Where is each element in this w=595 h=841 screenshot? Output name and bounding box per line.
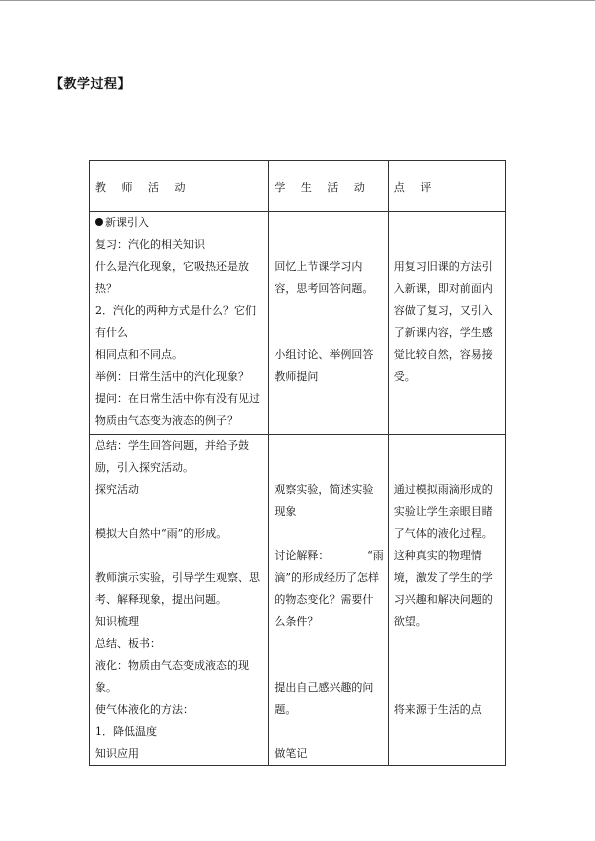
student-line: 滴”的形成经历了怎样的物态变化？需要什么条件？ xyxy=(274,571,380,628)
teacher-line: 探究活动 xyxy=(95,483,139,496)
student-line: 提出自己感兴趣的问题。 xyxy=(274,681,374,716)
comment-cell-explore xyxy=(388,435,505,766)
comment-cell-intro xyxy=(388,212,505,435)
table-row xyxy=(90,435,506,766)
teacher-cell-intro xyxy=(90,212,269,435)
student-cell-explore xyxy=(269,435,388,766)
student-line: 做笔记 xyxy=(274,747,308,760)
header-comment: 点 评 xyxy=(388,161,505,212)
teacher-cell-explore xyxy=(90,435,269,766)
student-cell-intro xyxy=(269,212,388,435)
teacher-line: 知识应用 xyxy=(95,747,139,760)
student-discuss-first-line: 讨论解释： “雨 xyxy=(274,549,384,562)
new-lesson-heading: 新课引入 xyxy=(95,212,264,234)
header-teacher-activity: 教 师 活 动 xyxy=(90,161,269,212)
teacher-line: 液化：物质由气态变成液态的现象。 xyxy=(95,659,249,694)
teacher-line: 相同点和不同点。 xyxy=(95,348,183,361)
teacher-line: 举例：日常生活中的汽化现象？ xyxy=(95,370,249,383)
comment-text: 将来源于生活的点 xyxy=(393,703,482,716)
lesson-process-table xyxy=(89,160,506,766)
student-line: 小组讨论、举例回答教师提问 xyxy=(274,348,374,383)
section-title: 【教学过程】 xyxy=(50,77,132,92)
teacher-line: 总结、板书： xyxy=(95,637,161,650)
student-line: 观察实验，简述实验现象 xyxy=(274,483,374,518)
teacher-line: 总结：学生回答问题，并给予鼓励，引入探究活动。 xyxy=(95,439,249,474)
student-line: 回忆上节课学习内容，思考回答问题。 xyxy=(274,260,374,295)
teacher-line: 1．降低温度 xyxy=(95,725,157,738)
teacher-line: 什么是汽化现象，它吸热还是放热？ xyxy=(95,260,249,295)
bullet-icon xyxy=(95,218,103,226)
header-student-activity: 学 生 活 动 xyxy=(269,161,388,212)
teacher-line: 使气体液化的方法： xyxy=(95,703,194,716)
table-row xyxy=(90,212,506,435)
teacher-line: 复习：汽化的相关知识 xyxy=(95,238,205,251)
table-header-row xyxy=(90,161,506,212)
comment-text: 用复习旧课的方法引入新课，即对前面内容做了复习，又引入了新课内容，学生感觉比较自然，容易接受。 xyxy=(393,260,493,383)
teacher-line: 模拟大自然中“雨”的形成。 xyxy=(95,527,228,540)
teacher-line: 知识梳理 xyxy=(95,615,139,628)
teacher-line: 2．汽化的两种方式是什么？它们有什么 xyxy=(95,304,256,339)
page-top-rule xyxy=(0,0,595,1)
comment-text: 通过模拟雨滴形成的实验让学生亲眼目睹了气体的液化过程。这种真实的物理情境，激发了学生的学习兴趣和解决问题的欲望。 xyxy=(393,483,493,628)
teacher-line: 提问：在日常生活中你有没有见过物质由气态变为液态的例子？ xyxy=(95,392,260,427)
teacher-line: 教师演示实验，引导学生观察、思考、解释现象，提出问题。 xyxy=(95,571,260,606)
